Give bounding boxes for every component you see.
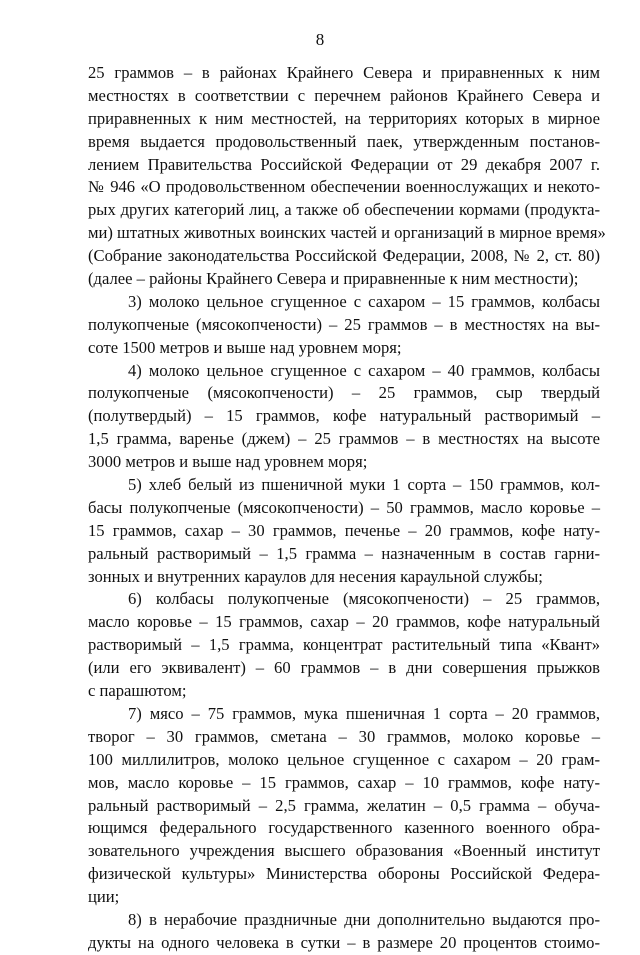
text-line: 15 граммов, сахар – 30 граммов, печенье – 20 граммов, кофе нату- <box>88 520 600 540</box>
text-line: ральный растворимый – 2,5 грамма, желатин – 0,5 грамма – обуча- <box>88 795 600 815</box>
text-line: лением Правительства Российской Федерации от 29 декабря 2007 г. <box>88 154 600 174</box>
text-line: местностях в соответствии с перечнем районов Крайнего Севера и <box>88 85 600 105</box>
text-line: басы полукопченые (мясокопчености) – 50 граммов, масло коровье – <box>88 497 600 517</box>
paragraph-first-line: 3) молоко цельное сгущенное с сахаром – 15 граммов, колбасы <box>128 291 600 311</box>
text-line: масло коровье – 15 граммов, сахар – 20 граммов, кофе натуральный <box>88 612 600 632</box>
text-line: 100 миллилитров, молоко цельное сгущенное с сахаром – 20 грам- <box>88 749 600 769</box>
text-line: (Собрание законодательства Российской Федерации, 2008, № 2, ст. 80) <box>88 246 600 266</box>
text-line: дукты на одного человека в сутки – в размере 20 процентов стоимо- <box>88 932 600 952</box>
text-line: зовательного учреждения высшего образования «Военный институт <box>88 841 600 861</box>
text-line: 1,5 грамма, варенье (джем) – 25 граммов – в местностях на высоте <box>88 429 600 449</box>
text-line: соте 1500 метров и выше над уровнем моря; <box>88 337 402 357</box>
text-line: творог – 30 граммов, сметана – 30 граммов, молоко коровье – <box>88 726 600 746</box>
text-line: (или его эквивалент) – 60 граммов – в дни совершения прыжков <box>88 658 600 678</box>
text-line: 3000 метров и выше над уровнем моря; <box>88 452 368 472</box>
text-line: полукопченые (мясокопчености) – 25 граммов – в местностях на вы- <box>88 314 600 334</box>
paragraph-first-line: 7) мясо – 75 граммов, мука пшеничная 1 сорта – 20 граммов, <box>128 703 600 723</box>
text-line: мов, масло коровье – 15 граммов, сахар – 10 граммов, кофе нату- <box>88 772 600 792</box>
text-line: № 946 «О продовольственном обеспечении военнослужащих и некото- <box>88 177 600 197</box>
document-body <box>88 62 606 955</box>
page-number: 8 <box>315 30 325 49</box>
text-line: приравненных к ним местностей, на территориях которых в мирное <box>88 108 600 128</box>
text-line: полукопченые (мясокопчености) – 25 граммов, сыр твердый <box>88 383 600 403</box>
paragraph-first-line: 8) в нерабочие праздничные дни дополнительно выдаются про- <box>128 909 600 929</box>
paragraph-first-line: 4) молоко цельное сгущенное с сахаром – 40 граммов, колбасы <box>128 360 600 380</box>
text-line: время выдается продовольственный паек, утвержденным постанов- <box>88 131 600 151</box>
text-line: физической культуры» Министерства обороны Российской Федера- <box>88 864 600 884</box>
paragraph-first-line: 6) колбасы полукопченые (мясокопчености) – 25 граммов, <box>128 589 600 609</box>
text-line: растворимый – 1,5 грамма, концентрат растительный типа «Квант» <box>88 635 600 655</box>
text-line: ющимся федерального государственного казенного военного обра- <box>88 818 600 838</box>
text-line: ми) штатных животных воинских частей и организаций в мирное время» <box>88 223 606 243</box>
text-line: 25 граммов – в районах Крайнего Севера и приравненных к ним <box>88 63 600 82</box>
text-line: (полутвердый) – 15 граммов, кофе натуральный растворимый – <box>88 406 600 426</box>
text-line: ральный растворимый – 1,5 грамма – назначенным в состав гарни- <box>88 543 600 563</box>
text-line: (далее – районы Крайнего Севера и приравненные к ним местности); <box>88 269 579 289</box>
paragraph-first-line: 5) хлеб белый из пшеничной муки 1 сорта – 150 граммов, кол- <box>128 475 600 495</box>
text-line: ции; <box>88 887 120 907</box>
text-line: зонных и внутренних караулов для несения караульной службы; <box>88 566 543 586</box>
text-line: с парашютом; <box>88 681 187 701</box>
text-line: рых других категорий лиц, а также об обеспечении кормами (продукта- <box>88 200 600 220</box>
